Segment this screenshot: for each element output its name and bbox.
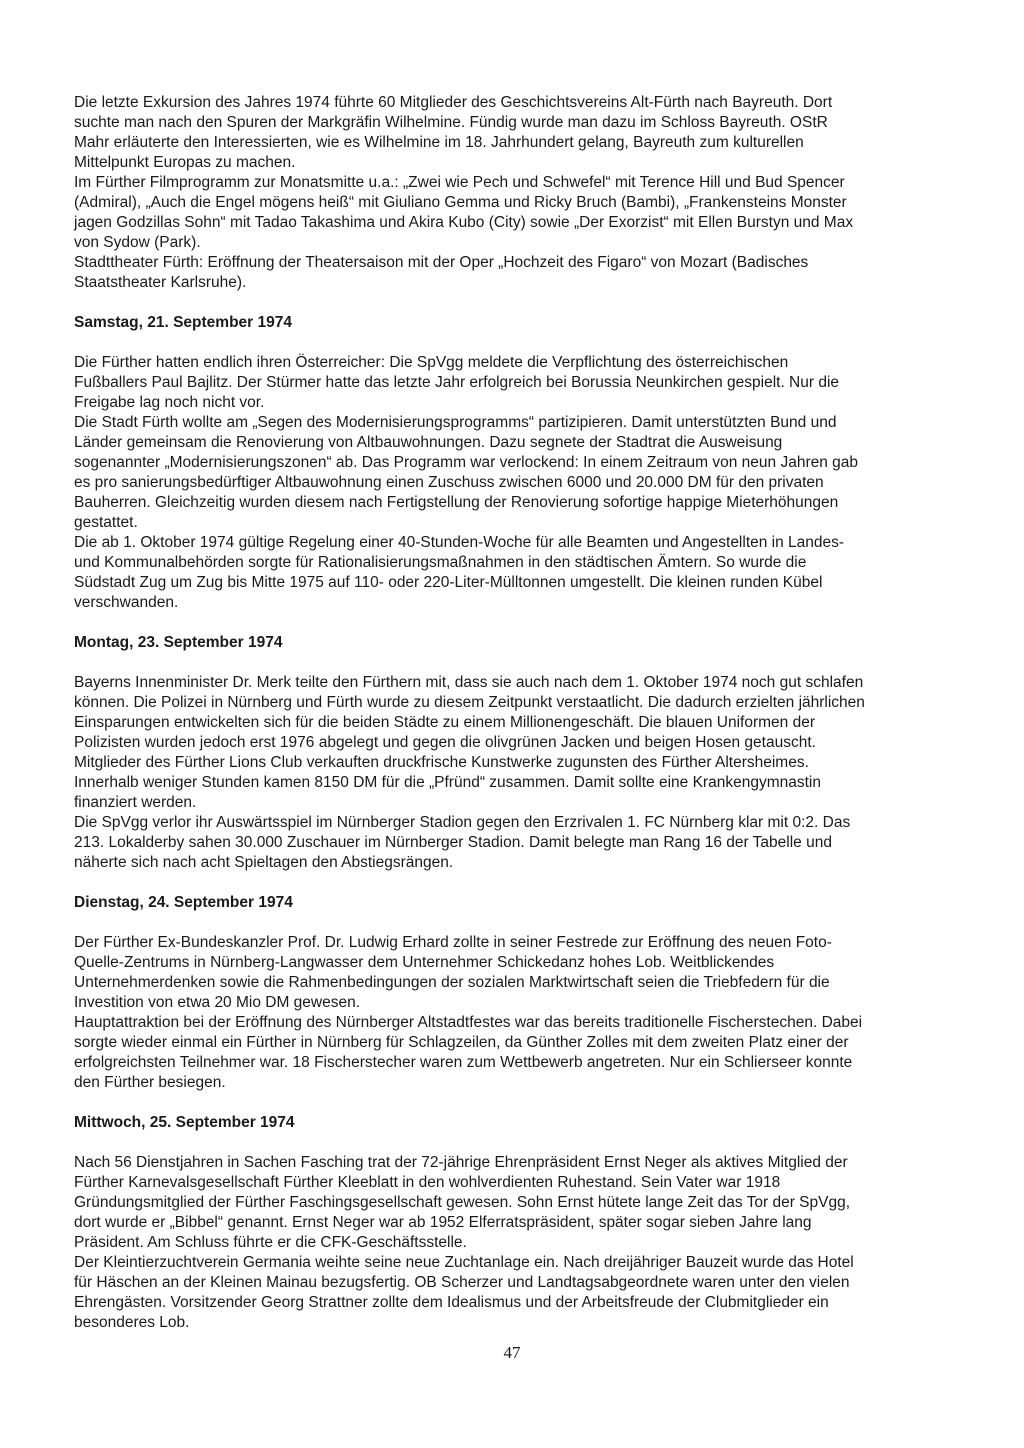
text-line: Hauptattraktion bei der Eröffnung des Nürnberger Altstadtfestes war das bereits traditionelle Fischerstechen. Dabei — [74, 1014, 863, 1031]
text-line: Ehrengästen. Vorsitzender Georg Strattner zollte dem Idealismus und der Arbeitsfreude der Clubmitglieder ein — [74, 1294, 829, 1311]
text-line: Investition von etwa 20 Mio DM gewesen. — [74, 994, 361, 1011]
text-line: Der Kleintierzuchtverein Germania weihte seine neue Zuchtanlage ein. Nach dreijähriger Bauzeit wurde das Hotel — [74, 1254, 854, 1271]
heading-line: Montag, 23. September 1974 — [74, 634, 283, 651]
text-line: näherte sich nach acht Spieltagen den Abstiegsrängen. — [74, 854, 454, 871]
paragraph — [74, 413, 950, 533]
section-heading — [74, 1113, 950, 1133]
text-line: Gründungsmitglied der Fürther Faschingsgesellschaft gewesen. Sohn Ernst hütete lange Zeit das Tor der SpVgg, — [74, 1194, 851, 1211]
paragraph — [74, 353, 950, 413]
paragraph — [74, 173, 950, 253]
text-line: Die ab 1. Oktober 1974 gültige Regelung einer 40-Stunden-Woche für alle Beamten und Angestellten in Landes- — [74, 534, 845, 551]
text-line: erfolgreichsten Teilnehmer war. 18 Fischerstecher waren zum Wettbewerb angetreten. Nur ein Schlierseer konnte — [74, 1054, 853, 1071]
text-line: suchte man nach den Spuren der Markgräfin Wilhelmine. Fündig wurde man dazu im Schloss Bayreuth. OStR — [74, 114, 828, 131]
paragraph — [74, 253, 950, 293]
text-line: sogenannter „Modernisierungszonen“ ab. Das Programm war verlockend: In einem Zeitraum von neun Jahren gab — [74, 454, 859, 471]
text-line: sorgte wieder einmal ein Fürther in Nürnberg für Schlagzeilen, da Günther Zolles mit dem zweiten Platz einer der — [74, 1034, 849, 1051]
text-line: dort wurde er „Bibbel“ genannt. Ernst Neger war ab 1952 Elferratspräsident, später sogar sieben Jahre lang — [74, 1214, 812, 1231]
text-line: Die Stadt Fürth wollte am „Segen des Modernisierungsprogramms“ partizipieren. Damit unterstützten Bund und — [74, 414, 837, 431]
paragraph — [74, 1253, 950, 1333]
text-line: gestattet. — [74, 514, 138, 531]
text-line: Polizisten wurden jedoch erst 1976 abgelegt und gegen die olivgrünen Jacken und beigen Hosen getauscht. — [74, 734, 816, 751]
paragraph — [74, 753, 950, 813]
paragraph — [74, 1153, 950, 1253]
paragraph — [74, 813, 950, 873]
paragraph — [74, 93, 950, 173]
text-line: Unternehmerdenken sowie die Rahmenbedingungen der sozialen Marktwirtschaft seien die Triebfedern für die — [74, 974, 830, 991]
text-line: Fürther Karnevalsgesellschaft Fürther Kleeblatt in den wohlverdienten Ruhestand. Sein Vater war 1918 — [74, 1174, 781, 1191]
paragraph — [74, 1013, 950, 1093]
text-line: Südstadt Zug um Zug bis Mitte 1975 auf 110- oder 220-Liter-Mülltonnen umgestellt. Die kleinen runden Kübel — [74, 574, 823, 591]
text-line: Einsparungen entwickelten sich für die beiden Städte zu einem Millionengeschäft. Die blauen Uniformen der — [74, 714, 815, 731]
text-line: 213. Lokalderby sahen 30.000 Zuschauer im Nürnberger Stadion. Damit belegte man Rang 16 der Tabelle und — [74, 834, 832, 851]
section-heading — [74, 633, 950, 653]
text-line: und Kommunalbehörden sorgte für Rationalisierungsmaßnahmen in den städtischen Ämtern. So wurde die — [74, 554, 807, 571]
paragraph — [74, 933, 950, 1013]
text-line: Quelle-Zentrums in Nürnberg-Langwasser dem Unternehmer Schickedanz hohes Lob. Weitblickendes — [74, 954, 775, 971]
paragraph — [74, 673, 950, 753]
text-line: Länder gemeinsam die Renovierung von Altbauwohnungen. Dazu segnete der Stadtrat die Ausweisung — [74, 434, 783, 451]
text-line: Innerhalb weniger Stunden kamen 8150 DM für die „Pfründ“ zusammen. Damit sollte eine Krankengymnastin — [74, 774, 821, 791]
heading-line: Samstag, 21. September 1974 — [74, 314, 292, 331]
text-line: Staatstheater Karlsruhe). — [74, 274, 247, 291]
text-line: Bauherren. Gleichzeitig wurden diesem nach Fertigstellung der Renovierung sofortige happige Mieterhöhungen — [74, 494, 839, 511]
text-line: Fußballers Paul Bajlitz. Der Stürmer hatte das letzte Jahr erfolgreich bei Borussia Neunkirchen gespielt. Nur die — [74, 374, 840, 391]
text-line: es pro sanierungsbedürftiger Altbauwohnung einen Zuschuss zwischen 6000 und 20.000 DM für den privaten — [74, 474, 824, 491]
text-line: Die Fürther hatten endlich ihren Österreicher: Die SpVgg meldete die Verpflichtung des österreichischen — [74, 354, 789, 371]
text-line: verschwanden. — [74, 594, 179, 611]
text-line: Im Fürther Filmprogramm zur Monatsmitte u.a.: „Zwei wie Pech und Schwefel“ mit Terence Hill und Bud Spencer — [74, 174, 845, 191]
page-number: 47 — [503, 1343, 521, 1362]
text-line: Die SpVgg verlor ihr Auswärtsspiel im Nürnberger Stadion gegen den Erzrivalen 1. FC Nürnberg klar mit 0:2. Das — [74, 814, 851, 831]
text-line: besonderes Lob. — [74, 1314, 190, 1331]
text-line: Bayerns Innenminister Dr. Merk teilte den Fürthern mit, dass sie auch nach dem 1. Oktober 1974 noch gut schlafen — [74, 674, 864, 691]
text-line: Die letzte Exkursion des Jahres 1974 führte 60 Mitglieder des Geschichtsvereins Alt-Fürth nach Bayreuth. Dort — [74, 94, 833, 111]
text-line: finanziert werden. — [74, 794, 197, 811]
text-line: Freigabe lag noch nicht vor. — [74, 394, 265, 411]
text-line: Mitglieder des Fürther Lions Club verkauften druckfrische Kunstwerke zugunsten des Fürther Altersheimes. — [74, 754, 809, 771]
heading-line: Dienstag, 24. September 1974 — [74, 894, 293, 911]
text-line: von Sydow (Park). — [74, 234, 201, 251]
heading-line: Mittwoch, 25. September 1974 — [74, 1114, 295, 1131]
section-heading — [74, 893, 950, 913]
text-line: Präsident. Am Schluss führte er die CFK-Geschäftsstelle. — [74, 1234, 467, 1251]
text-line: für Häschen an der Kleinen Mainau bezugsfertig. OB Scherzer und Landtagsabgeordnete waren unter den vielen — [74, 1274, 850, 1291]
text-line: (Admiral), „Auch die Engel mögens heiß“ mit Giuliano Gemma und Ricky Bruch (Bambi), „Frankensteins Monster — [74, 194, 847, 211]
text-line: Der Fürther Ex-Bundeskanzler Prof. Dr. Ludwig Erhard zollte in seiner Festrede zur Eröffnung des neuen Foto- — [74, 934, 832, 951]
page-content — [74, 93, 950, 1333]
text-line: jagen Godzillas Sohn“ mit Tadao Takashima und Akira Kubo (City) sowie „Der Exorzist“ mit Ellen Burstyn und Max — [74, 214, 854, 231]
text-line: Stadttheater Fürth: Eröffnung der Theatersaison mit der Oper „Hochzeit des Figaro“ von Mozart (Badisches — [74, 254, 809, 271]
text-line: den Fürther besiegen. — [74, 1074, 226, 1091]
text-line: können. Die Polizei in Nürnberg und Fürth wurde zu diesem Zeitpunkt verstaatlicht. Die dadurch erzielten jährlichen — [74, 694, 865, 711]
section-heading — [74, 313, 950, 333]
text-line: Mahr erläuterte den Interessierten, wie es Wilhelmine im 18. Jahrhundert gelang, Bayreuth zum kulturellen — [74, 134, 804, 151]
text-line: Nach 56 Dienstjahren in Sachen Fasching trat der 72-jährige Ehrenpräsident Ernst Neger als aktives Mitglied der — [74, 1154, 848, 1171]
paragraph — [74, 533, 950, 613]
text-line: Mittelpunkt Europas zu machen. — [74, 154, 296, 171]
